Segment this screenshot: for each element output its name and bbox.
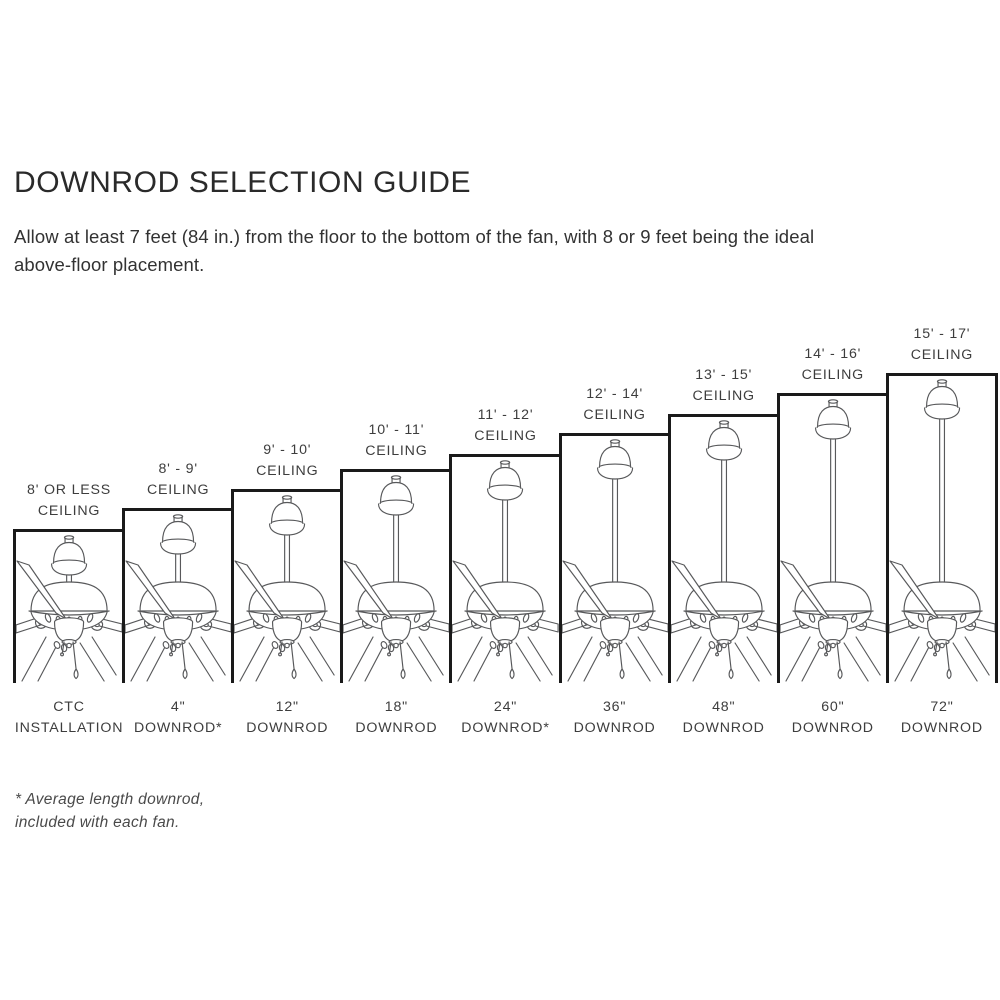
ceiling-range: 15' - 17' — [913, 326, 971, 342]
ceiling-word: CEILING — [801, 367, 864, 383]
ceiling-range: 14' - 16' — [804, 346, 862, 362]
ceiling-range: 13' - 15' — [695, 367, 753, 383]
ceiling-word: CEILING — [146, 482, 210, 498]
downrod-word: INSTALLATION — [14, 720, 124, 736]
downrod-size: 18" — [384, 699, 408, 715]
ceiling-word: CEILING — [583, 407, 646, 423]
ceiling-fan-illustration — [562, 436, 668, 683]
ceiling-label — [867, 324, 1000, 366]
diagram-panel — [559, 386, 668, 736]
downrod-word: DOWNROD — [791, 720, 874, 736]
downrod-size: 72" — [930, 699, 954, 715]
ceiling-word: CEILING — [365, 443, 428, 459]
ceiling-fan-illustration — [780, 396, 886, 683]
downrod-size: 4" — [170, 699, 186, 715]
diagram-panel — [231, 442, 340, 736]
ceiling-word: CEILING — [692, 388, 755, 404]
downrod-word: DOWNROD* — [461, 720, 550, 736]
downrod-size: 48" — [712, 699, 736, 715]
ceiling-range: 8' OR LESS — [27, 482, 112, 498]
downrod-size: CTC — [53, 699, 85, 715]
ceiling-fan-illustration — [16, 532, 122, 683]
downrod-size: 60" — [821, 699, 845, 715]
footnote-line-1: * Average length downrod, — [15, 791, 205, 808]
downrod-word: DOWNROD — [682, 720, 765, 736]
ceiling-range: 9' - 10' — [263, 442, 312, 458]
downrod-word: DOWNROD — [573, 720, 656, 736]
intro-text — [14, 223, 814, 279]
downrod-size: 36" — [602, 699, 627, 715]
diagram-panel — [668, 367, 777, 736]
ceiling-range: 8' - 9' — [158, 461, 198, 477]
downrod-diagram — [13, 326, 998, 736]
downrod-word: DOWNROD — [900, 720, 983, 736]
ceiling-word: CEILING — [37, 503, 101, 519]
downrod-word: DOWNROD — [355, 720, 438, 736]
downrod-label — [867, 697, 1000, 739]
footnote — [15, 788, 204, 834]
ceiling-word: CEILING — [256, 463, 319, 479]
ceiling-fan-illustration — [125, 511, 231, 683]
diagram-panel — [13, 482, 124, 736]
ceiling-range: 11' - 12' — [477, 407, 534, 423]
diagram-panel — [122, 461, 231, 736]
downrod-word: DOWNROD* — [133, 720, 223, 736]
ceiling-word: CEILING — [910, 347, 974, 363]
ceiling-fan-illustration — [234, 492, 340, 683]
intro-line-2: above-floor placement. — [14, 254, 205, 275]
diagram-panel — [340, 422, 449, 736]
diagram-panel — [449, 407, 558, 736]
ceiling-word: CEILING — [474, 428, 537, 444]
downrod-size: 12" — [275, 699, 299, 715]
ceiling-range: 12' - 14' — [586, 386, 643, 402]
diagram-panel — [886, 326, 998, 736]
downrod-word: DOWNROD — [246, 720, 329, 736]
downrod-size: 24" — [493, 699, 518, 715]
ceiling-fan-illustration — [452, 457, 558, 683]
ceiling-fan-illustration — [889, 376, 995, 683]
diagram-panel — [777, 346, 886, 736]
ceiling-fan-illustration — [343, 472, 449, 683]
ceiling-range: 10' - 11' — [368, 422, 425, 438]
page-title: DOWNROD SELECTION GUIDE — [14, 166, 472, 199]
ceiling-fan-illustration — [671, 417, 777, 683]
intro-line-1: Allow at least 7 feet (84 in.) from the floor to the bottom of the fan, with 8 or 9 feet being the ideal — [14, 226, 815, 247]
footnote-line-2: included with each fan. — [15, 814, 180, 831]
